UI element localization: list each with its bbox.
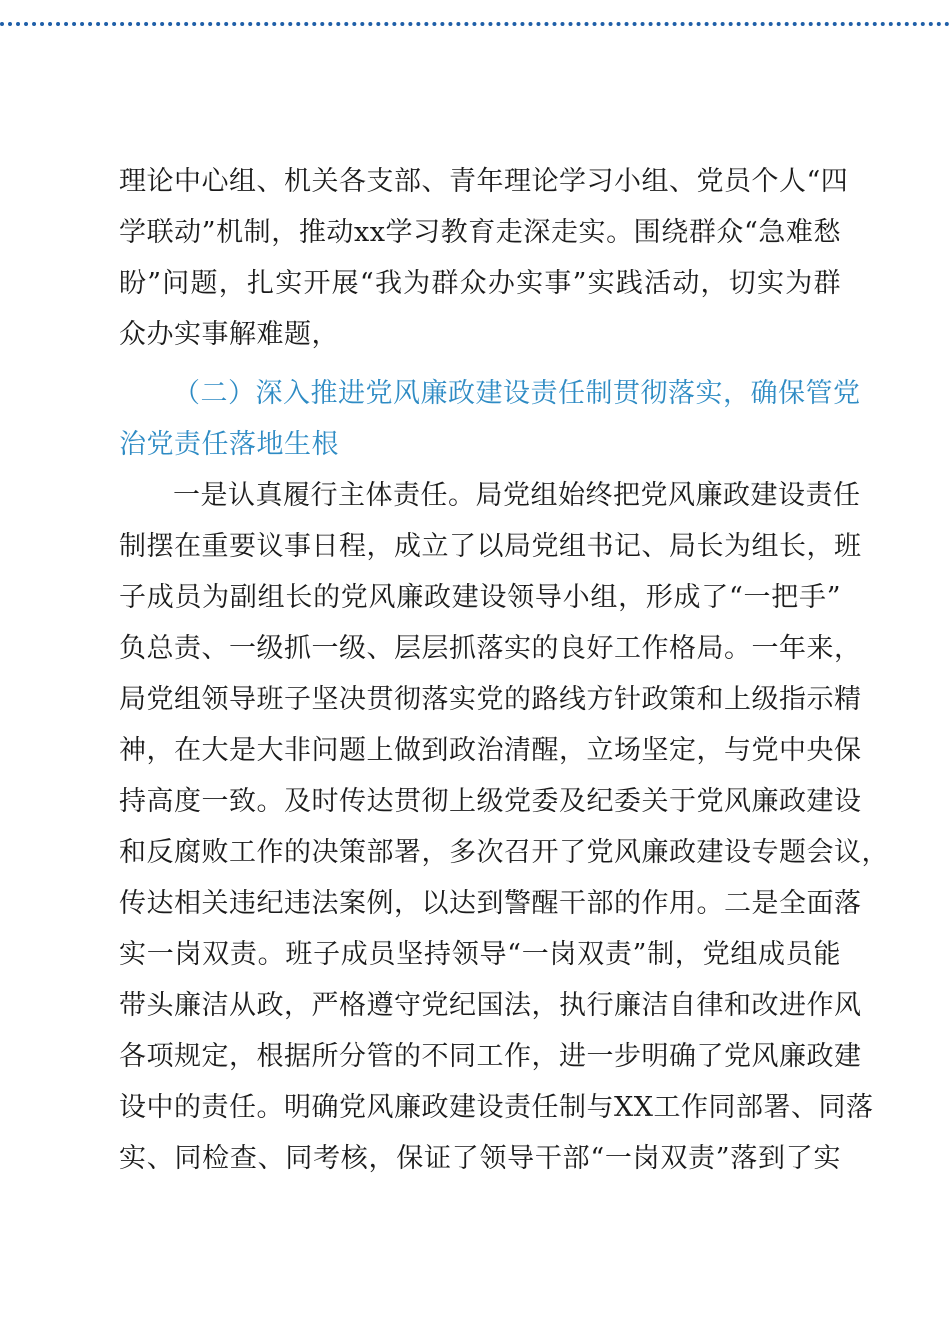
section-heading: 治党责任落地生根 [119,429,339,460]
paragraph-line: 设中的责任。明确党风廉政建设责任制与XX工作同部署、同落 [119,1092,874,1123]
paragraph-line: 众办实事解难题， [119,319,339,350]
paragraph-line: 实、同检查、同考核，保证了领导干部“一岗双责”落到了实 [119,1143,841,1174]
paragraph-line: 一是认真履行主体责任。局党组始终把党风廉政建设责任 [173,480,861,511]
paragraph-line: 带头廉洁从政，严格遵守党纪国法，执行廉洁自律和改进作风 [119,990,862,1021]
paragraph-line: 制摆在重要议事日程，成立了以局党组书记、局长为组长，班 [119,531,862,562]
paragraph-line: 理论中心组、机关各支部、青年理论学习小组、党员个人“四 [119,166,849,197]
paragraph-line: 局党组领导班子坚决贯彻落实党的路线方针政策和上级指示精 [119,684,862,715]
document-body [119,156,889,1184]
paragraph-line: 传达相关违纪违法案例，以达到警醒干部的作用。二是全面落 [119,888,862,919]
paragraph-line: 盼”问题，扎实开展“我为群众办实事”实践活动，切实为群 [119,268,841,299]
paragraph-line: 负总责、一级抓一级、层层抓落实的良好工作格局。一年来， [119,633,862,664]
paragraph-line: 学联动”机制，推动xx学习教育走深走实。围绕群众“急难愁 [119,217,841,248]
paragraph-line: 实一岗双责。班子成员坚持领导“一岗双责”制，党组成员能 [119,939,841,970]
top-dotted-rule [0,22,950,26]
section-heading: （二）深入推进党风廉政建设责任制贯彻落实，确保管党 [173,378,861,409]
paragraph-line: 子成员为副组长的党风廉政建设领导小组，形成了“一把手” [119,582,841,613]
paragraph-line: 持高度一致。及时传达贯彻上级党委及纪委关于党风廉政建设 [119,786,862,817]
paragraph-line: 和反腐败工作的决策部署，多次召开了党风廉政建设专题会议， [119,837,889,868]
paragraph-line: 神，在大是大非问题上做到政治清醒，立场坚定，与党中央保 [119,735,862,766]
paragraph-line: 各项规定，根据所分管的不同工作，进一步明确了党风廉政建 [119,1041,862,1072]
